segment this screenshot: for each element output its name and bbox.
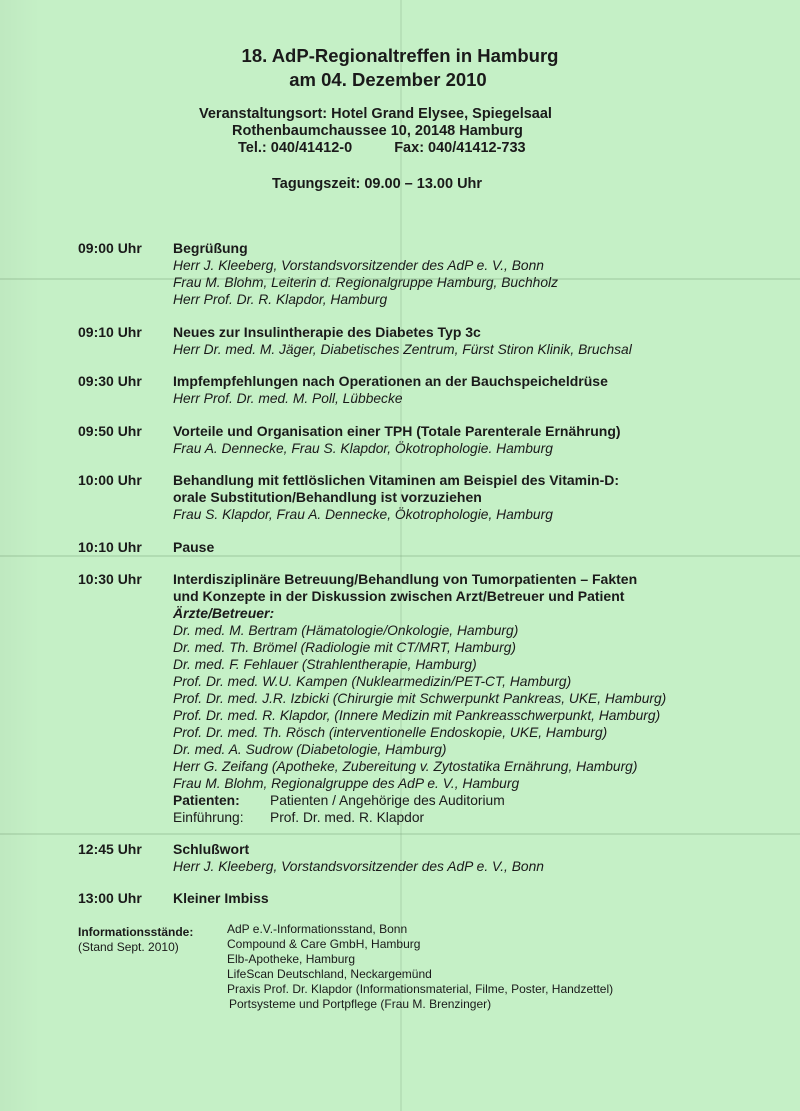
- schedule-content: [173, 373, 773, 407]
- schedule-time: 13:00 Uhr: [78, 890, 142, 906]
- speaker: Frau A. Dennecke, Frau S. Klapdor, Ökotrophologie. Hamburg: [173, 441, 553, 456]
- speaker: Herr J. Kleeberg, Vorstandsvorsitzender des AdP e. V., Bonn: [173, 258, 544, 273]
- schedule-topic: Impfempfehlungen nach Operationen an der Bauchspeicheldrüse: [173, 373, 608, 389]
- schedule-content: [173, 890, 773, 907]
- speaker: Frau S. Klapdor, Frau A. Dennecke, Ökotrophologie, Hamburg: [173, 507, 553, 522]
- event-date: am 04. Dezember 2010: [289, 69, 487, 90]
- schedule-time: 09:10 Uhr: [78, 324, 142, 340]
- info-label: [78, 925, 193, 955]
- schedule-content: [173, 472, 773, 523]
- schedule-time: 09:30 Uhr: [78, 373, 142, 389]
- speaker: Herr Prof. Dr. R. Klapdor, Hamburg: [173, 292, 388, 307]
- event-title: 18. AdP-Regionaltreffen in Hamburg: [241, 45, 559, 66]
- schedule-time: 12:45 Uhr: [78, 841, 142, 857]
- schedule-time: 09:50 Uhr: [78, 423, 142, 439]
- info-list: [227, 922, 613, 1012]
- panelist: Prof. Dr. med. W.U. Kampen (Nuklearmedizin/PET-CT, Hamburg): [173, 674, 572, 689]
- panelist: Dr. med. Th. Brömel (Radiologie mit CT/MRT, Hamburg): [173, 640, 516, 655]
- schedule-topic: Pause: [173, 539, 215, 555]
- venue-contact: [238, 140, 526, 156]
- info-item: Praxis Prof. Dr. Klapdor (Informationsmaterial, Filme, Poster, Handzettel): [227, 982, 614, 996]
- schedule-topic: Vorteile und Organisation einer TPH (Totale Parenterale Ernährung): [173, 423, 621, 439]
- panelist: Dr. med. M. Bertram (Hämatologie/Onkologie, Hamburg): [173, 623, 519, 638]
- info-item: AdP e.V.-Informationsstand, Bonn: [227, 922, 408, 936]
- info-item: Elb-Apotheke, Hamburg: [227, 952, 356, 966]
- schedule-time: 09:00 Uhr: [78, 240, 142, 256]
- speaker: Herr J. Kleeberg, Vorstandsvorsitzender des AdP e. V., Bonn: [173, 859, 544, 874]
- schedule-topic: Neues zur Insulintherapie des Diabetes Typ 3c: [173, 324, 481, 340]
- schedule-content: [173, 571, 773, 826]
- panelist: Prof. Dr. med. R. Klapdor, (Innere Medizin mit Pankreasschwerpunkt, Hamburg): [173, 708, 661, 723]
- schedule-content: [173, 539, 773, 556]
- patients-value: Patienten / Angehörige des Auditorium: [270, 793, 505, 808]
- panelist: Prof. Dr. med. Th. Rösch (interventionelle Endoskopie, UKE, Hamburg): [173, 725, 608, 740]
- schedule-topic: Behandlung mit fettlöslichen Vitaminen am Beispiel des Vitamin-D:: [173, 472, 620, 488]
- schedule-time: 10:10 Uhr: [78, 539, 142, 555]
- panelist: Prof. Dr. med. J.R. Izbicki (Chirurgie mit Schwerpunkt Pankreas, UKE, Hamburg): [173, 691, 667, 706]
- speaker: Herr Dr. med. M. Jäger, Diabetisches Zentrum, Fürst Stiron Klinik, Bruchsal: [173, 342, 632, 357]
- info-item: Portsysteme und Portpflege (Frau M. Brenzinger): [229, 997, 492, 1011]
- schedule-topic: und Konzepte in der Diskussion zwischen Arzt/Betreuer und Patient: [173, 588, 625, 604]
- intro-row: [173, 809, 773, 826]
- venue-address: Rothenbaumchaussee 10, 20148 Hamburg: [232, 123, 523, 139]
- info-item: LifeScan Deutschland, Neckargemünd: [227, 967, 432, 981]
- schedule-content: [173, 240, 773, 308]
- venue-name: Veranstaltungsort: Hotel Grand Elysee, Spiegelsaal: [199, 106, 552, 122]
- panelist: Frau M. Blohm, Regionalgruppe des AdP e. V., Hamburg: [173, 776, 520, 791]
- info-item: Compound & Care GmbH, Hamburg: [227, 937, 421, 951]
- info-heading: Informationsstände:: [78, 925, 194, 939]
- speaker: Frau M. Blohm, Leiterin d. Regionalgruppe Hamburg, Buchholz: [173, 275, 558, 290]
- schedule-time: 10:30 Uhr: [78, 571, 142, 587]
- patients-label: Patienten:: [173, 793, 240, 808]
- schedule-content: [173, 423, 773, 457]
- intro-label: Einführung:: [173, 810, 244, 825]
- schedule-time: 10:00 Uhr: [78, 472, 142, 488]
- phone-number: Tel.: 040/41412-0: [238, 140, 353, 156]
- panel-heading: Ärzte/Betreuer:: [173, 605, 275, 621]
- fax-number: Fax: 040/41412-733: [394, 140, 526, 156]
- schedule-topic: Begrüßung: [173, 240, 248, 256]
- panelist: Dr. med. F. Fehlauer (Strahlentherapie, Hamburg): [173, 657, 477, 672]
- patients-row: [173, 792, 773, 809]
- conference-time: Tagungszeit: 09.00 – 13.00 Uhr: [272, 176, 483, 192]
- schedule-topic: Interdisziplinäre Betreuung/Behandlung von Tumorpatienten – Fakten: [173, 571, 638, 587]
- schedule-topic: Kleiner Imbiss: [173, 890, 269, 906]
- speaker: Herr Prof. Dr. med. M. Poll, Lübbecke: [173, 391, 403, 406]
- schedule-topic: orale Substitution/Behandlung ist vorzuziehen: [173, 489, 482, 505]
- panelist: Dr. med. A. Sudrow (Diabetologie, Hamburg): [173, 742, 447, 757]
- panelist: Herr G. Zeifang (Apotheke, Zubereitung v. Zytostatika Ernährung, Hamburg): [173, 759, 638, 774]
- schedule-content: [173, 841, 773, 875]
- schedule-topic: Schlußwort: [173, 841, 250, 857]
- schedule-content: [173, 324, 773, 358]
- intro-value: Prof. Dr. med. R. Klapdor: [270, 810, 425, 825]
- info-note: (Stand Sept. 2010): [78, 940, 179, 954]
